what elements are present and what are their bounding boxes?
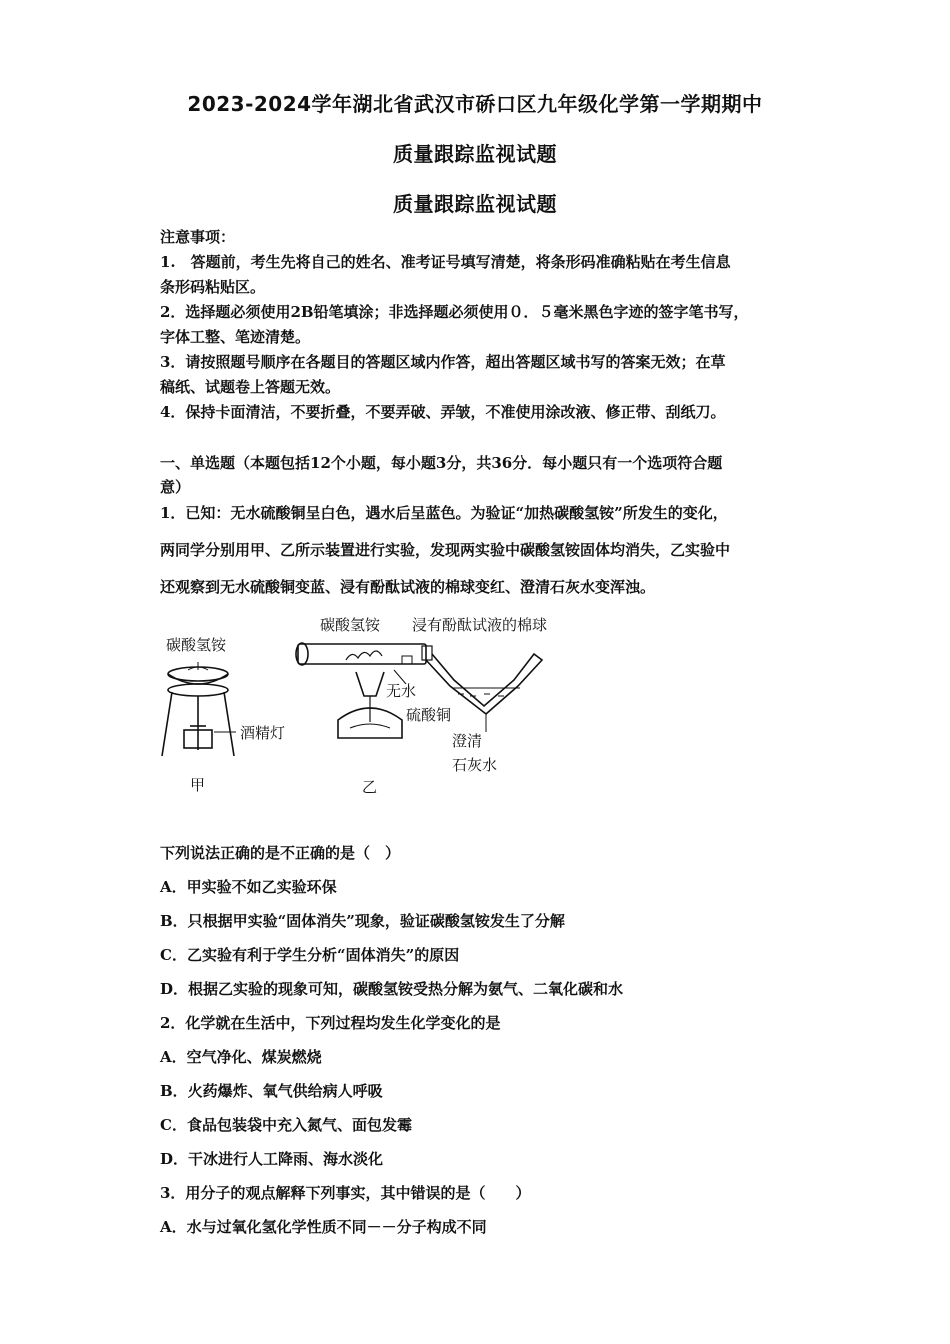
jia-label-lamp: 酒精灯	[240, 724, 286, 742]
yi-label-limewater: 澄清	[452, 732, 483, 750]
yi-label-cuso4: 无水	[386, 682, 417, 700]
exam-title-line3: 质量跟踪监视试题	[393, 192, 557, 216]
section-heading: 一、单选题（本题包括12个小题，每小题3分，共36分．每小题只有一个选项符合题	[160, 454, 723, 472]
notice-line: 字体工整、笔迹清楚。	[160, 328, 311, 346]
q1-option-a: A．甲实验不如乙实验环保	[160, 878, 337, 896]
exam-title-line2: 质量跟踪监视试题	[393, 142, 557, 166]
apparatus-jia	[162, 662, 236, 756]
q2-option-b: B．火药爆炸、氧气供给病人呼吸	[160, 1082, 383, 1100]
notice-heading: 注意事项：	[160, 228, 236, 246]
q2-stem: 2．化学就在生活中，下列过程均发生化学变化的是	[160, 1014, 501, 1032]
notice-line: 2．选择题必须使用2B铅笔填涂；非选择题必须使用０．５毫米黑色字迹的签字笔书写，	[160, 303, 749, 321]
q1-stem: 两同学分别用甲、乙所示装置进行实验，发现两实验中碳酸氢铵固体均消失，乙实验中	[160, 541, 731, 559]
yi-label-nh4hco3: 碳酸氢铵	[320, 616, 381, 634]
jia-caption: 甲	[190, 776, 206, 794]
notice-line: 4．保持卡面清洁，不要折叠，不要弄破、弄皱，不准使用涂改液、修正带、刮纸刀。	[160, 403, 726, 421]
jia-label-nh4hco3: 碳酸氢铵	[166, 636, 227, 654]
apparatus-diagram	[150, 610, 590, 800]
notice-line: 1. 答题前，考生先将自己的姓名、准考证号填写清楚，将条形码准确粘贴在考生信息	[160, 253, 731, 271]
exam-title-line1: 2023-2024学年湖北省武汉市硚口区九年级化学第一学期期中	[187, 92, 763, 116]
q3-option-a: A．水与过氧化氢化学性质不同－－分子构成不同	[160, 1218, 487, 1236]
yi-caption: 乙	[362, 778, 378, 796]
q2-option-c: C．食品包装袋中充入氮气、面包发霉	[160, 1116, 412, 1134]
notice-line: 稿纸、试题卷上答题无效。	[160, 378, 341, 396]
q1-stem: 1．已知：无水硫酸铜呈白色，遇水后呈蓝色。为验证“加热碳酸氢铵”所发生的变化，	[160, 504, 728, 522]
q2-option-d: D．干冰进行人工降雨、海水淡化	[160, 1150, 384, 1168]
yi-label-cotton: 浸有酚酞试液的棉球	[412, 616, 548, 634]
q2-option-a: A．空气净化、煤炭燃烧	[160, 1048, 322, 1066]
q1-option-d: D．根据乙实验的现象可知，碳酸氢铵受热分解为氨气、二氧化碳和水	[160, 980, 624, 998]
q1-question: 下列说法正确的是不正确的是（ ）	[160, 844, 401, 862]
notice-line: 条形码粘贴区。	[160, 278, 266, 296]
q1-option-c: C．乙实验有利于学生分析“固体消失”的原因	[160, 946, 460, 964]
q1-option-b: B．只根据甲实验“固体消失”现象，验证碳酸氢铵发生了分解	[160, 912, 565, 930]
section-heading-cont: 意）	[160, 478, 191, 496]
q3-stem: 3．用分子的观点解释下列事实，其中错误的是（ ）	[160, 1184, 531, 1202]
q1-apparatus-figure	[150, 610, 590, 800]
yi-label-cuso4: 硫酸铜	[406, 706, 452, 724]
yi-label-limewater: 石灰水	[452, 756, 498, 774]
notice-line: 3．请按照题号顺序在各题目的答题区域内作答，超出答题区域书写的答案无效；在草	[160, 353, 726, 371]
q1-stem: 还观察到无水硫酸铜变蓝、浸有酚酞试液的棉球变红、澄清石灰水变浑浊。	[160, 578, 656, 596]
